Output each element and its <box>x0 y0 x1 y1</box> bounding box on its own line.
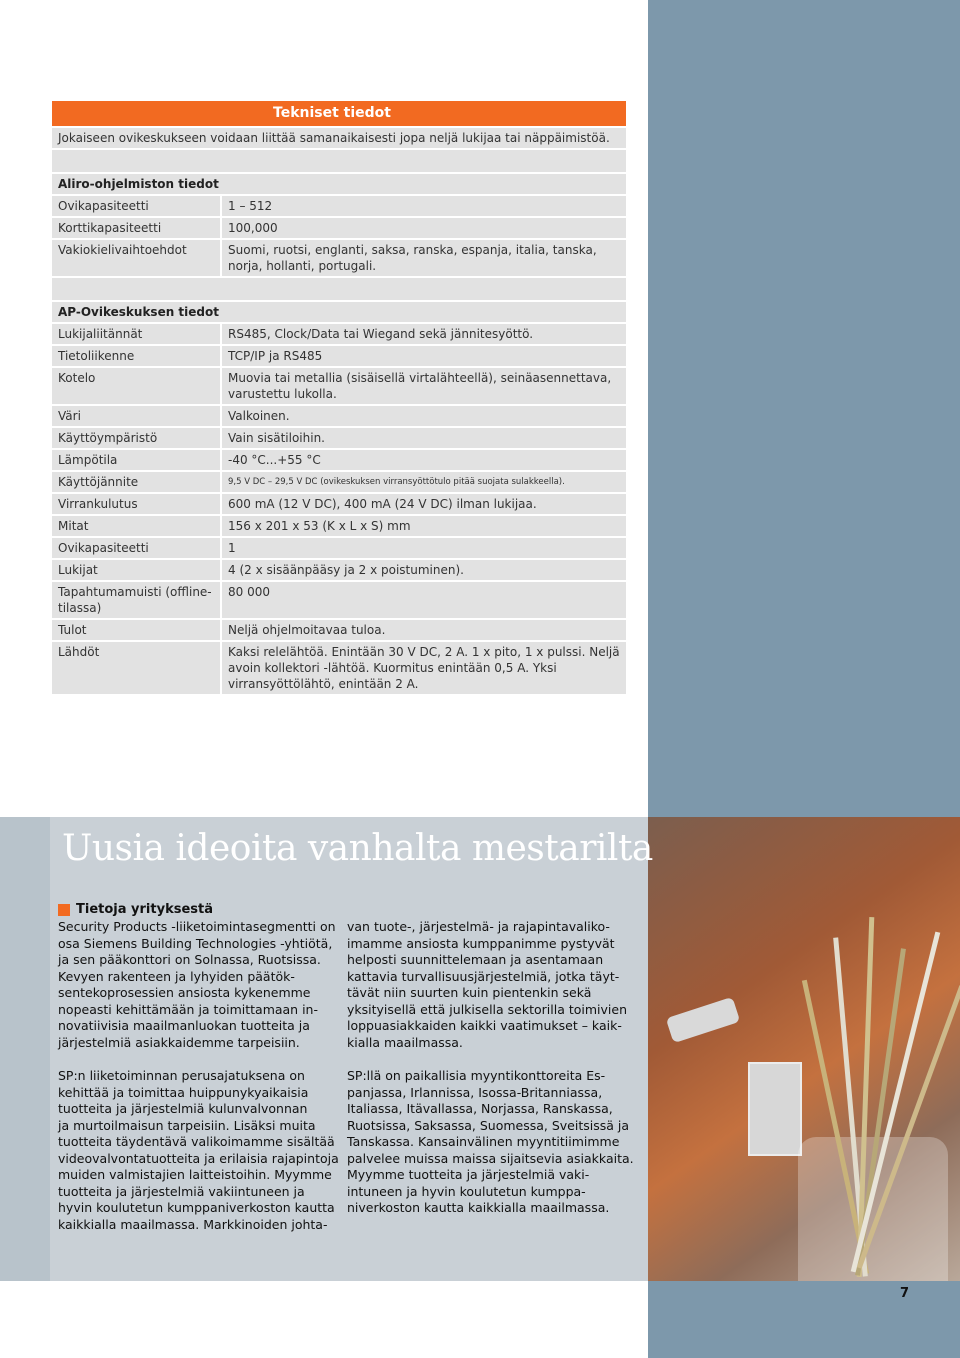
spec-value: 1 – 512 <box>228 199 273 213</box>
spec-row <box>52 470 626 492</box>
spec-label: Virrankulutus <box>52 494 222 514</box>
spec-label: Kotelo <box>52 368 222 404</box>
spec-value: 100,000 <box>228 221 278 235</box>
spec-row <box>52 322 626 344</box>
article-col2-p1: van tuote-, järjestelmä- ja rajapintavaliko- imamme ansiosta kumppanimme pystyvät helposti suunnittelemaan ja asentamaan kattavia turvallisuusjärjestelmiä, jotka täyt- tävät niin suurten kuin pientenkin sekä yksityisellä että julkisella sektorilla toimivien loppuasiakkaiden kaikki vaatimukset – kaik- kialla maailmassa. <box>347 919 627 1050</box>
spec-row <box>52 580 626 618</box>
spec-label: Mitat <box>52 516 222 536</box>
subheading-text: Tietoja yrityksestä <box>76 902 213 917</box>
spec-label: Käyttöjännite <box>52 472 222 492</box>
spec-value: 9,5 V DC – 29,5 V DC (ovikeskuksen virransyöttötulo pitää suojata sulakkeella). <box>228 477 565 487</box>
spec-label: Lähdöt <box>52 642 222 694</box>
spec-value: Vain sisätiloihin. <box>228 431 325 445</box>
spec-value: -40 °C...+55 °C <box>228 453 321 467</box>
spec-value: Suomi, ruotsi, englanti, saksa, ranska, espanja, italia, tanska, norja, hollanti, portugali. <box>228 243 597 273</box>
spec-label: Tulot <box>52 620 222 640</box>
spec-row <box>52 640 626 694</box>
camera-illustration <box>666 997 741 1043</box>
spec-label: Tapahtumamuisti (offline-tilassa) <box>52 582 222 618</box>
spec-value: TCP/IP ja RS485 <box>228 349 323 363</box>
spec-row <box>52 344 626 366</box>
section-heading-row <box>52 172 626 194</box>
spec-value: 80 000 <box>228 585 270 599</box>
article-photo <box>648 817 960 1281</box>
spec-value: Kaksi relelähtöä. Enintään 30 V DC, 2 A. 1 x pito, 1 x pulssi. Neljä avoin kollektori -lähtöä. Kuormitus enintään 0,5 A. Yksi virransyöttölähtö, enintään 2 A. <box>228 645 620 691</box>
spec-label: Korttikapasiteetti <box>52 218 222 238</box>
spec-label: Lukijaliitännät <box>52 324 222 344</box>
orange-square-icon <box>58 904 70 916</box>
brushes-illustration <box>833 897 923 1277</box>
article-col1-p2: SP:n liiketoiminnan perusajatuksena on kehittää ja toimittaa huippunykyaikaisia tuotteita ja järjestelmiä kulunvalvonnan ja murtoilmaisun tarpeisiin. Lisäksi muita tuotteita täydentävä valikoimamme sisältää videovalvontatuotteita ja erilaisia rajapintoja muiden valmistajien laitteistoihin. Myymme tuotteita ja järjestelmiä vakiintuneen ja hyvin koulutetun kumppaniverkoston kautta kaikkialla maailmassa. Markkinoiden johta- <box>58 1068 339 1232</box>
spec-table <box>52 101 626 694</box>
spec-spacer-row <box>52 276 626 300</box>
spec-value: 600 mA (12 V DC), 400 mA (24 V DC) ilman lukijaa. <box>228 497 537 511</box>
spec-value: Muovia tai metallia (sisäisellä virtalähteellä), seinäasennettava, varustettu lukolla. <box>228 371 612 401</box>
spec-value: RS485, Clock/Data tai Wiegand sekä jännitesyöttö. <box>228 327 534 341</box>
article-heading: Uusia ideoita vanhalta mestarilta <box>62 828 653 869</box>
spec-label: Ovikapasiteetti <box>52 196 222 216</box>
spec-value: 156 x 201 x 53 (K x L x S) mm <box>228 519 411 533</box>
page-number: 7 <box>900 1286 910 1301</box>
spec-label: Väri <box>52 406 222 426</box>
spec-title: Tekniset tiedot <box>52 101 626 126</box>
spec-label: Käyttöympäristö <box>52 428 222 448</box>
spec-spacer-row <box>52 148 626 172</box>
spec-row <box>52 558 626 580</box>
section-heading-row <box>52 300 626 322</box>
spec-label: Vakiokielivaihtoehdot <box>52 240 222 276</box>
spec-label: Lukijat <box>52 560 222 580</box>
spec-row <box>52 492 626 514</box>
spec-row <box>52 216 626 238</box>
spec-row <box>52 514 626 536</box>
spec-value: 1 <box>228 541 236 555</box>
spec-row <box>52 194 626 216</box>
spec-intro-row <box>52 126 626 148</box>
spec-row <box>52 366 626 404</box>
keypad-illustration <box>748 1062 802 1156</box>
spec-label: Tietoliikenne <box>52 346 222 366</box>
spec-intro: Jokaiseen ovikeskukseen voidaan liittää samanaikaisesti jopa neljä lukijaa tai näppäimistöä. <box>58 131 610 145</box>
section-heading: AP-Ovikeskuksen tiedot <box>58 305 219 319</box>
spec-value: 4 (2 x sisäänpääsy ja 2 x poistuminen). <box>228 563 464 577</box>
spec-label: Ovikapasiteetti <box>52 538 222 558</box>
spec-label: Lämpötila <box>52 450 222 470</box>
spec-row <box>52 238 626 276</box>
spec-row <box>52 404 626 426</box>
spec-value: Valkoinen. <box>228 409 290 423</box>
spec-value: Neljä ohjelmoitavaa tuloa. <box>228 623 386 637</box>
spec-row <box>52 536 626 558</box>
article-col2-p2: SP:llä on paikallisia myyntikonttoreita Es- panjassa, Irlannissa, Isossa-Britanniassa, Italiassa, Itävallassa, Norjassa, Ranskassa, Ruotsissa, Saksassa, Suomessa, Sveitsissä ja Tanskassa. Kansainvälinen myyntitiimimme palvelee muissa maissa sijaitsevia asiakkaita. Myymme tuotteita ja järjestelmiä vaki- intuneen ja hyvin koulutetun kumppa- niverkoston kautta kaikkialla maailmassa. <box>347 1068 634 1215</box>
spec-row <box>52 426 626 448</box>
article-col1-p1: Security Products -liiketoimintasegmentti on osa Siemens Building Technologies -yhtiötä, ja sen pääkonttori on Solnassa, Ruotsissa. Kevyen rakenteen ja lyhyiden päätök- sentekoprosessien ansiosta kykenemme nopeasti kehittämään ja toimittamaan in- novatiivisia maailmanluokan tuotteita ja järjestelmiä asiakkaidemme tarpeisiin. <box>58 919 336 1050</box>
section-heading: Aliro-ohjelmiston tiedot <box>58 177 219 191</box>
spec-row <box>52 618 626 640</box>
article-subheading <box>58 902 213 917</box>
spec-row <box>52 448 626 470</box>
